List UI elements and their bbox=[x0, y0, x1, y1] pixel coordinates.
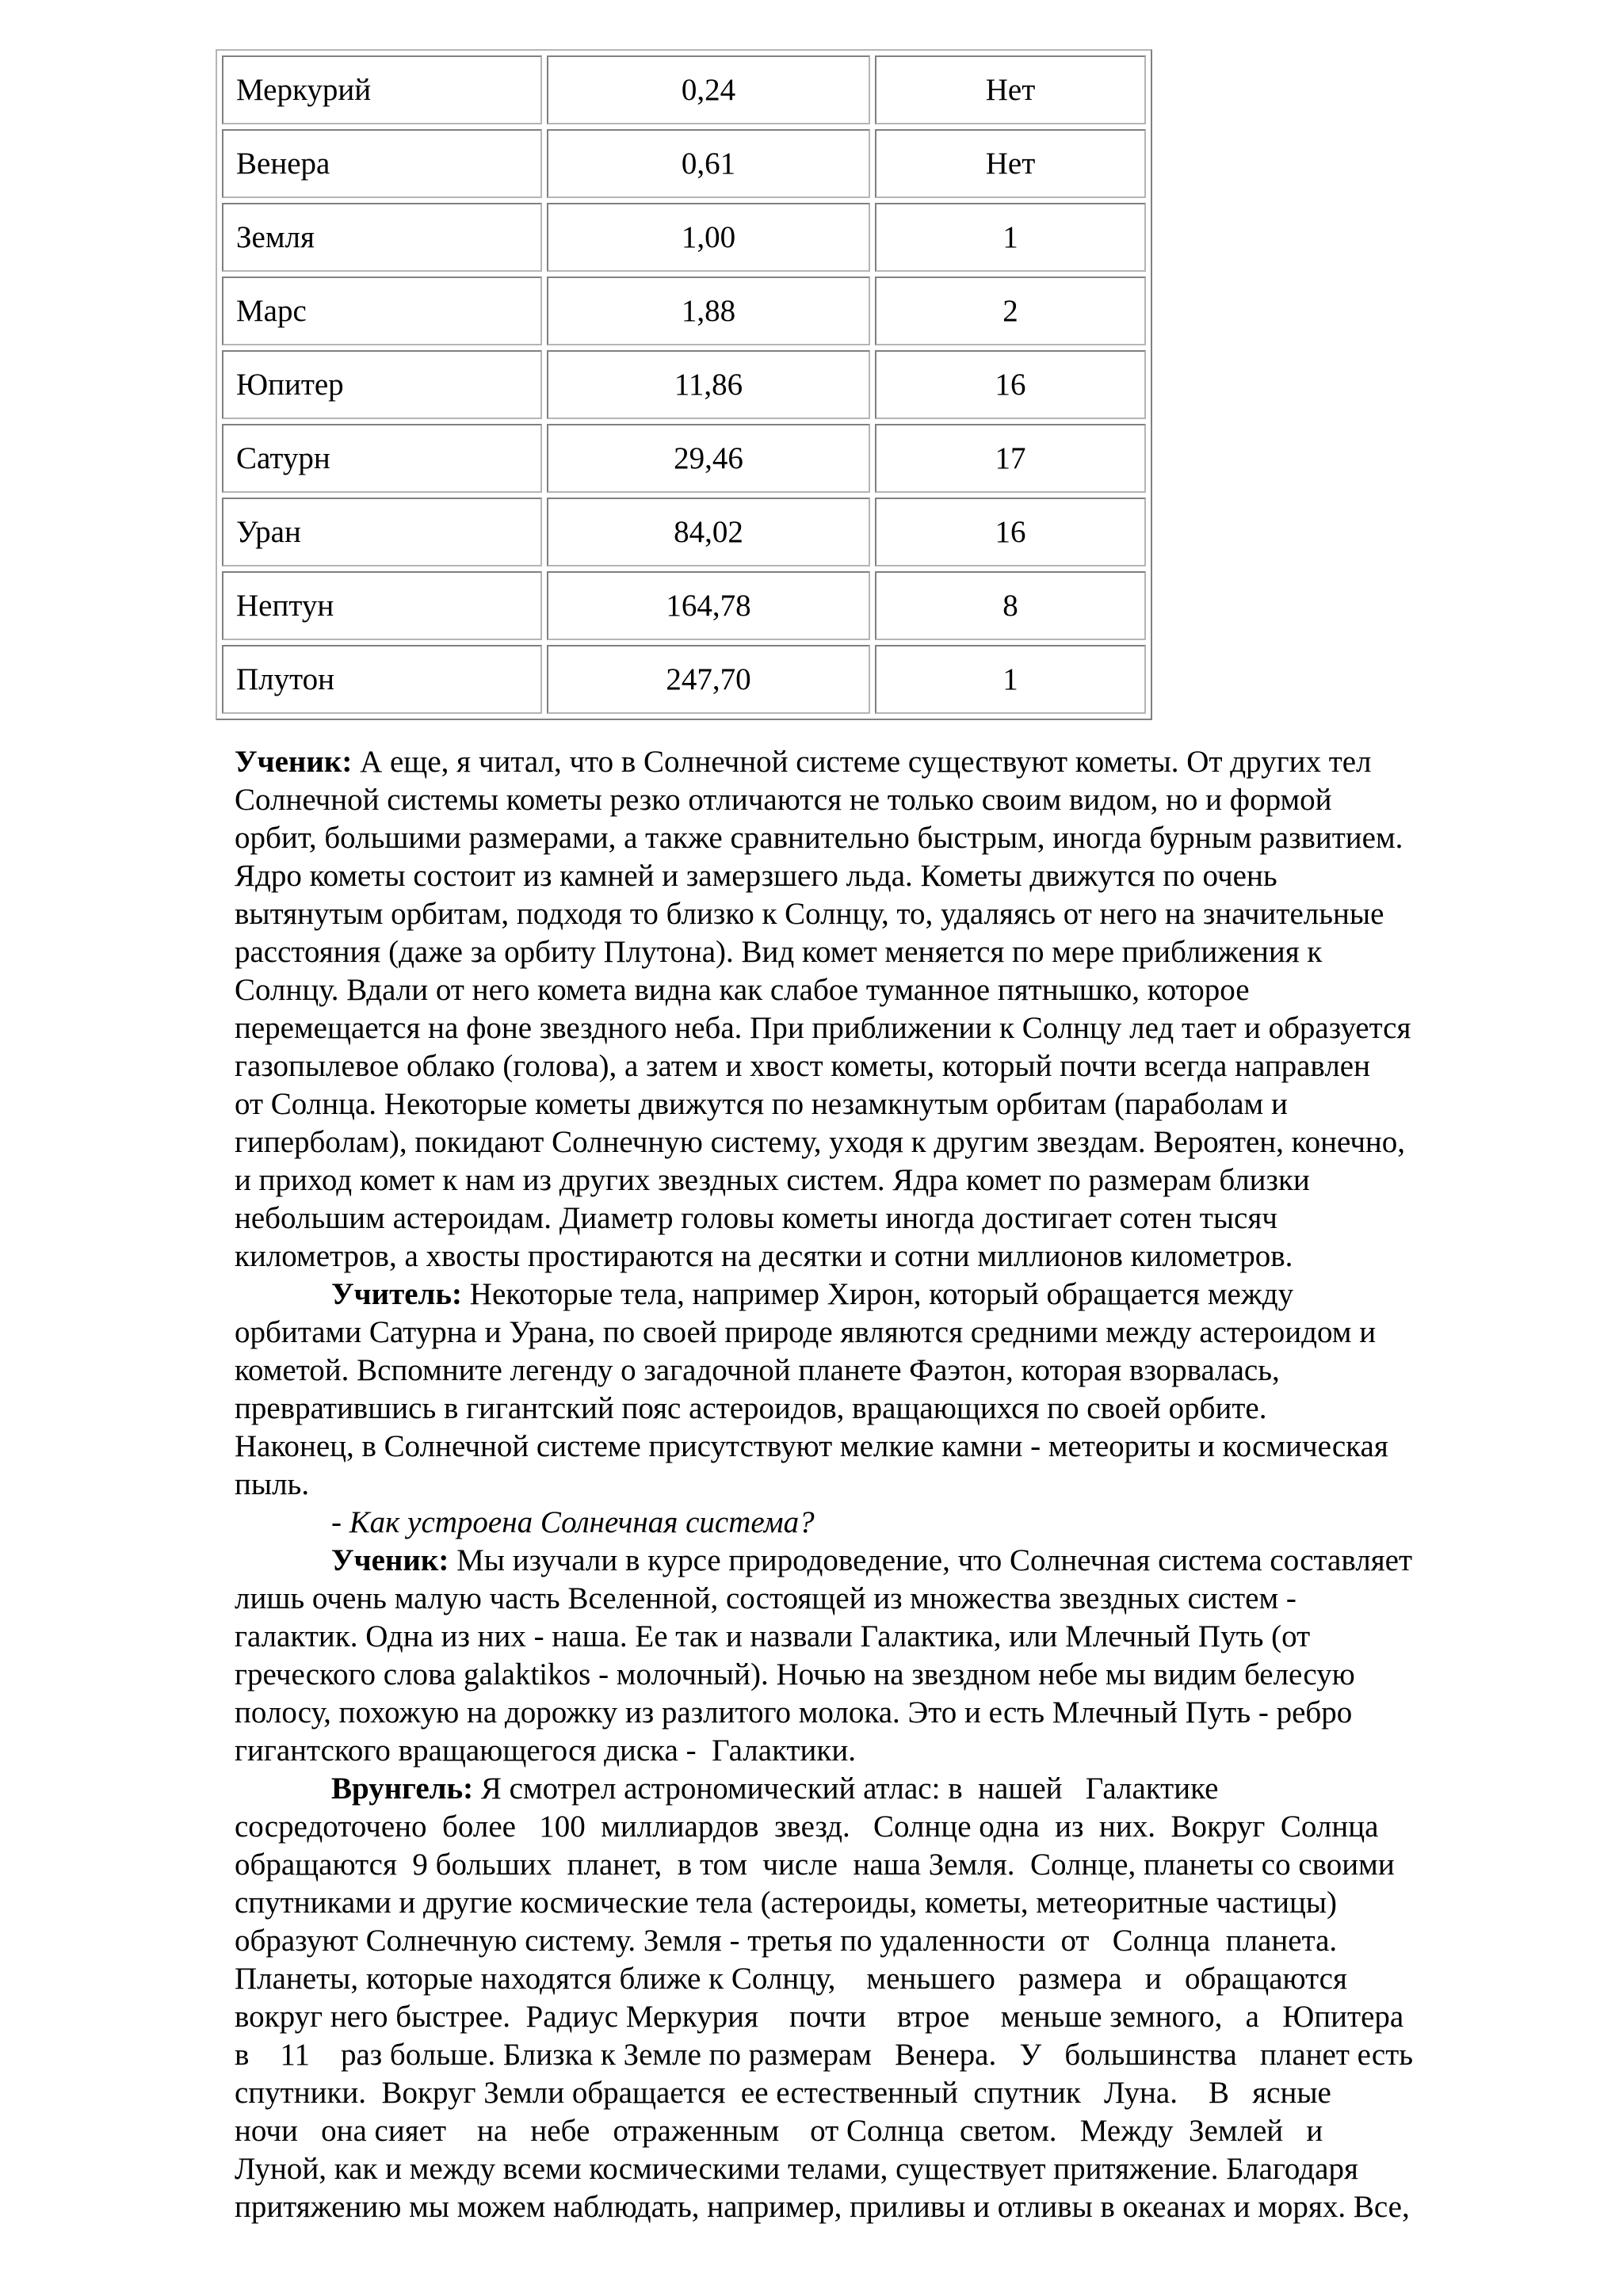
question-text: Как устроена Солнечная система? bbox=[349, 1505, 815, 1539]
para4-line-7: в 11 раз больше. Близка к Земле по размерам Венера. У большинства планет есть bbox=[235, 2038, 1414, 2072]
para2-line-2: кометой. Вспомните легенду о загадочной планете Фаэтон, которая взорвалась, bbox=[235, 1353, 1280, 1387]
para1-line-13: километров, а хвосты простираются на десятки и сотни миллионов километров. bbox=[235, 1239, 1293, 1273]
para1-line-5: расстояния (даже за орбиту Плутона). Вид комет меняется по мере приближения к bbox=[235, 935, 1323, 969]
question-dash: - bbox=[331, 1505, 349, 1539]
para4-line-9: ночи она сияет на небе отраженным от Солнца светом. Между Землей и bbox=[235, 2114, 1323, 2148]
para2-line-5: пыль. bbox=[235, 1467, 310, 1501]
para4-line-10: Луной, как и между всеми космическими телами, существует притяжение. Благодаря bbox=[235, 2152, 1358, 2186]
moons-count-cell: 8 bbox=[875, 571, 1146, 640]
para3-speaker-label: Ученик: bbox=[331, 1543, 449, 1577]
moons-count-cell: 16 bbox=[875, 350, 1146, 419]
para1-line-10: гиперболам), покидают Солнечную систему, уходя к другим звездам. Вероятен, конечно, bbox=[235, 1125, 1406, 1159]
table-row bbox=[222, 55, 1146, 124]
para4-line-text: Я смотрел астрономический атлас: в нашей Галактике bbox=[473, 1772, 1219, 1806]
table-row bbox=[222, 498, 1146, 566]
table-row bbox=[222, 277, 1146, 345]
moons-count-cell: 17 bbox=[875, 424, 1146, 493]
orbital-period-cell: 1,00 bbox=[547, 203, 870, 272]
para2-line-1: орбитами Сатурна и Урана, по своей природе являются средними между астероидом и bbox=[235, 1315, 1377, 1349]
para4-line-11: притяжению мы можем наблюдать, например, приливы и отливы в океанах и морях. Все, bbox=[235, 2190, 1410, 2224]
para4-line-2: обращаются 9 больших планет, в том числе наша Земля. Солнце, планеты со своими bbox=[235, 1848, 1395, 1882]
planet-name-cell: Меркурий bbox=[222, 55, 542, 124]
planet-name-cell: Марс bbox=[222, 277, 542, 345]
para2-speaker-label: Учитель: bbox=[331, 1277, 463, 1311]
para1-line-11: и приход комет к нам из других звездных систем. Ядра комет по размерам близки bbox=[235, 1163, 1310, 1197]
para4-line-6: вокруг него быстрее. Радиус Меркурия почти втрое меньше земного, а Юпитера bbox=[235, 2000, 1404, 2034]
planet-name-cell: Венера bbox=[222, 129, 542, 198]
moons-count-cell: 1 bbox=[875, 645, 1146, 714]
planet-name-cell: Юпитер bbox=[222, 350, 542, 419]
para3-line-1: лишь очень малую часть Вселенной, состоящей из множества звездных систем - bbox=[235, 1581, 1296, 1615]
para4-line-1: сосредоточено более 100 миллиардов звезд. Солнце одна из них. Вокруг Солнца bbox=[235, 1810, 1379, 1844]
para3-line-3: греческого слова galaktikos - молочный). Ночью на звездном небе мы видим белесую bbox=[235, 1657, 1355, 1691]
para1-speaker-label: Ученик: bbox=[235, 745, 353, 779]
orbital-period-cell: 11,86 bbox=[547, 350, 870, 419]
planet-name-cell: Плутон bbox=[222, 645, 542, 714]
planet-table-body bbox=[222, 55, 1146, 714]
planet-table bbox=[216, 49, 1152, 720]
para2-line-0 bbox=[235, 1276, 1503, 1314]
para2-line-3: превратившись в гигантский пояс астероидов, вращающихся по своей орбите. bbox=[235, 1391, 1267, 1425]
para4-line-0 bbox=[235, 1770, 1503, 1808]
para4-line-4: образуют Солнечную систему. Земля - третья по удаленности от Солнца планета. bbox=[235, 1924, 1338, 1958]
moons-count-cell: 1 bbox=[875, 203, 1146, 272]
para1-line-3: Ядро кометы состоит из камней и замерзшего льда. Кометы движутся по очень bbox=[235, 859, 1277, 893]
orbital-period-cell: 29,46 bbox=[547, 424, 870, 493]
orbital-period-cell: 0,24 bbox=[547, 55, 870, 124]
moons-count-cell: 16 bbox=[875, 498, 1146, 566]
planet-name-cell: Уран bbox=[222, 498, 542, 566]
table-row bbox=[222, 424, 1146, 493]
para3-line-4: полосу, похожую на дорожку из разлитого молока. Это и есть Млечный Путь - ребро bbox=[235, 1695, 1353, 1730]
table-row bbox=[222, 645, 1146, 714]
planet-name-cell: Земля bbox=[222, 203, 542, 272]
para1-line-9: от Солнца. Некоторые кометы движутся по незамкнутым орбитам (параболам и bbox=[235, 1087, 1288, 1121]
moons-count-cell: Нет bbox=[875, 55, 1146, 124]
planet-name-cell: Сатурн bbox=[222, 424, 542, 493]
orbital-period-cell: 84,02 bbox=[547, 498, 870, 566]
para1-line-8: газопылевое облако (голова), а затем и хвост кометы, который почти всегда направлен bbox=[235, 1049, 1370, 1083]
planet-name-cell: Нептун bbox=[222, 571, 542, 640]
para1-line-4: вытянутым орбитам, подходя то близко к Солнцу, то, удаляясь от него на значительные bbox=[235, 897, 1384, 931]
para4-speaker-label: Врунгель: bbox=[331, 1772, 474, 1806]
para2-line-text: Некоторые тела, например Хирон, который обращается между bbox=[462, 1277, 1294, 1311]
para3-line-text: Мы изучали в курсе природоведение, что Солнечная система составляет bbox=[449, 1543, 1413, 1577]
para3-line-5: гигантского вращающегося диска - Галактики. bbox=[235, 1733, 856, 1768]
para1-line-0 bbox=[235, 743, 1503, 781]
para1-line-7: перемещается на фоне звездного неба. При приближении к Солнцу лед тает и образуется bbox=[235, 1011, 1411, 1045]
para1-line-text: А еще, я читал, что в Солнечной системе существуют кометы. От других тел bbox=[352, 745, 1372, 779]
para4-line-3: спутниками и другие космические тела (астероиды, кометы, метеоритные частицы) bbox=[235, 1886, 1338, 1920]
para1-line-1: Солнечной системы кометы резко отличаются не только своим видом, но и формой bbox=[235, 783, 1332, 817]
para4-line-8: спутники. Вокруг Земли обращается ее естественный спутник Луна. В ясные bbox=[235, 2076, 1331, 2110]
moons-count-cell: Нет bbox=[875, 129, 1146, 198]
orbital-period-cell: 1,88 bbox=[547, 277, 870, 345]
orbital-period-cell: 0,61 bbox=[547, 129, 870, 198]
table-row bbox=[222, 571, 1146, 640]
question-line bbox=[235, 1504, 1503, 1542]
moons-count-cell: 2 bbox=[875, 277, 1146, 345]
para4-line-5: Планеты, которые находятся ближе к Солнцу, меньшего размера и обращаются bbox=[235, 1962, 1347, 1996]
table-row bbox=[222, 350, 1146, 419]
para2-line-4: Наконец, в Солнечной системе присутствуют мелкие камни - метеориты и космическая bbox=[235, 1429, 1388, 1463]
table-row bbox=[222, 203, 1146, 272]
orbital-period-cell: 164,78 bbox=[547, 571, 870, 640]
table-row bbox=[222, 129, 1146, 198]
para3-line-2: галактик. Одна из них - наша. Ее так и назвали Галактика, или Млечный Путь (от bbox=[235, 1619, 1311, 1653]
para1-line-6: Солнцу. Вдали от него комета видна как слабое туманное пятнышко, которое bbox=[235, 973, 1250, 1007]
para1-line-2: орбит, большими размерами, а также сравнительно быстрым, иногда бурным развитием. bbox=[235, 821, 1403, 855]
document-text bbox=[235, 743, 1503, 2226]
orbital-period-cell: 247,70 bbox=[547, 645, 870, 714]
para3-line-0 bbox=[235, 1542, 1503, 1580]
para1-line-12: небольшим астероидам. Диаметр головы кометы иногда достигает сотен тысяч bbox=[235, 1201, 1277, 1235]
